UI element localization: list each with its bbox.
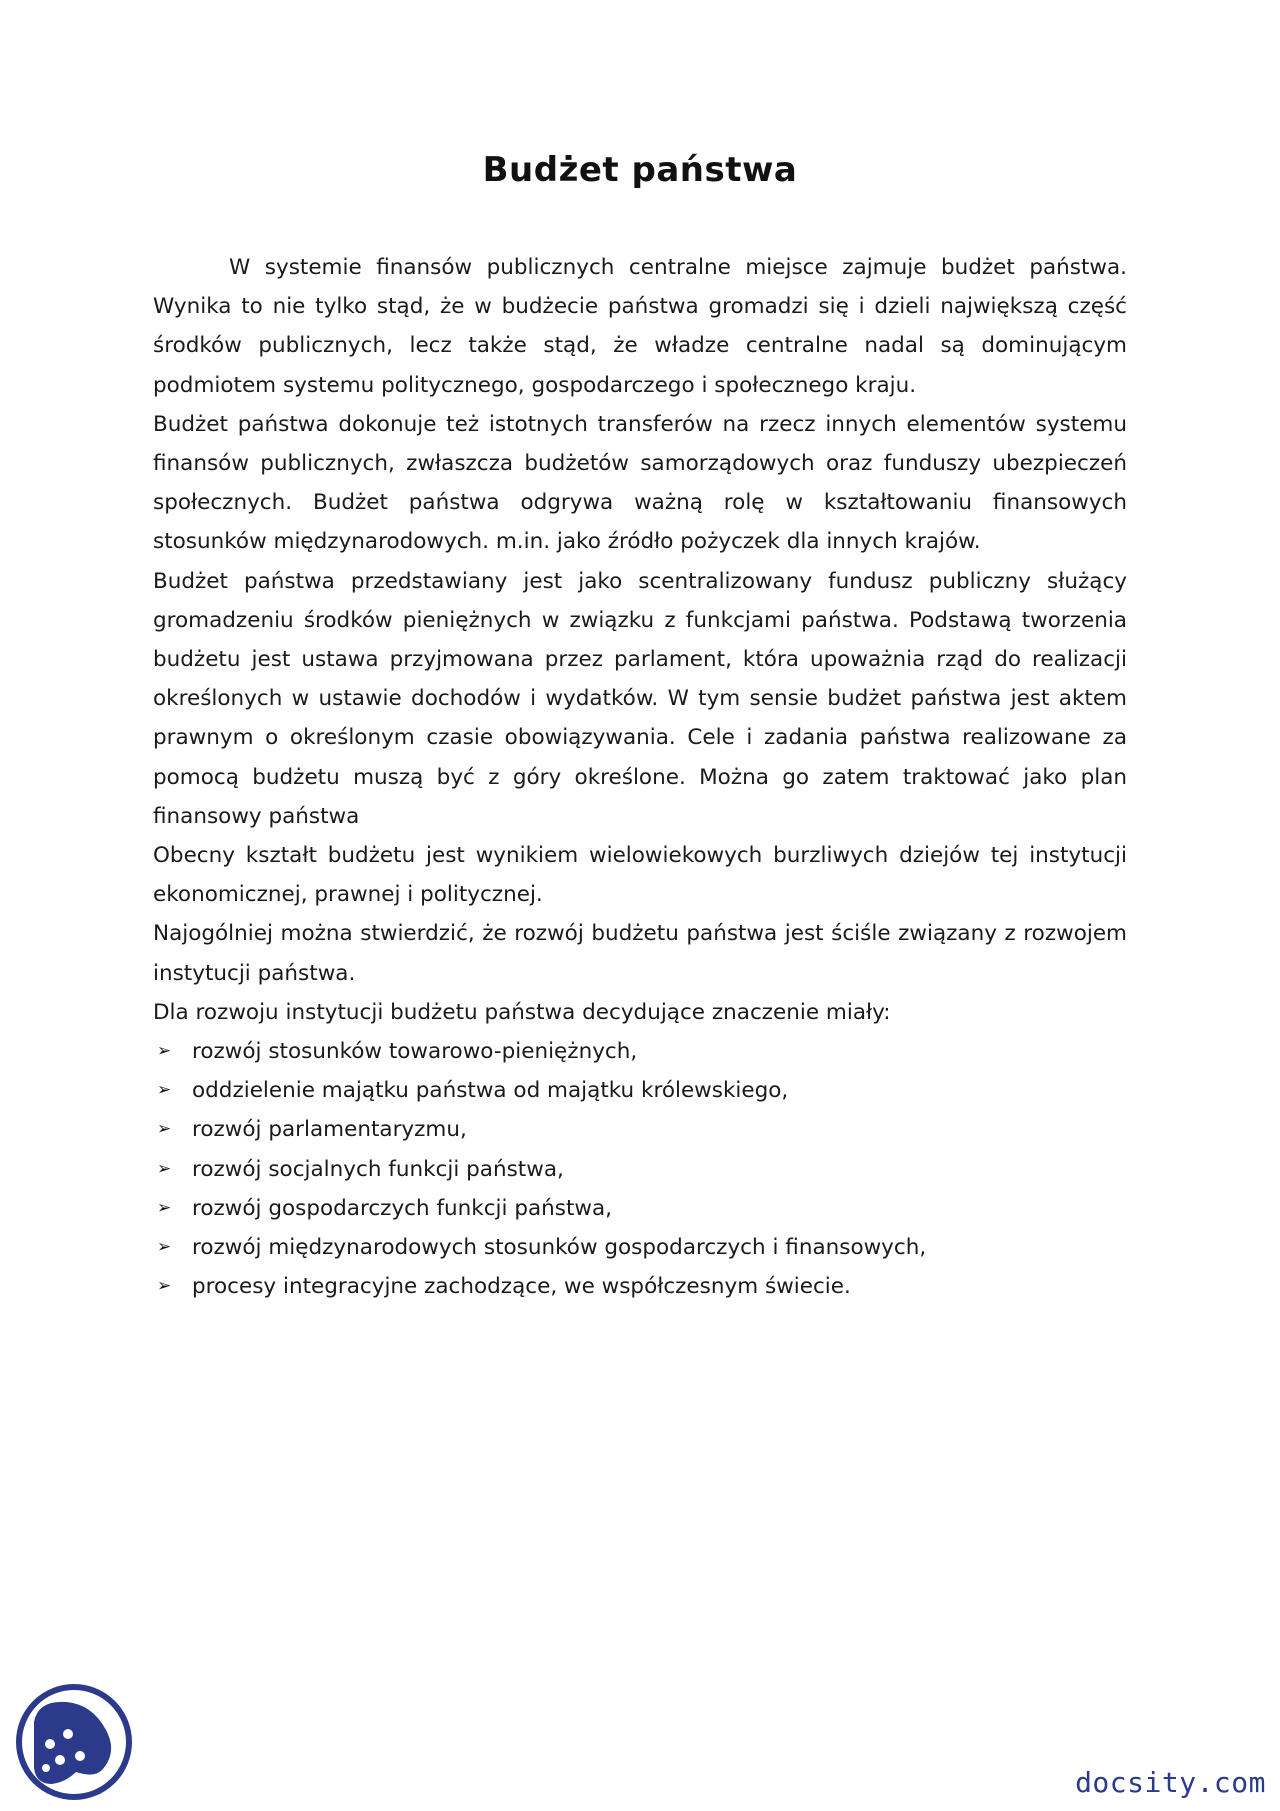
list-item [153, 1150, 1127, 1189]
list-item [153, 1110, 1127, 1149]
arrow-bullet-icon: ➢ [157, 1158, 172, 1179]
list-item-text: rozwój międzynarodowych stosunków gospodarczych i finansowych, [192, 1235, 927, 1261]
list-item-text: rozwój parlamentaryzmu, [192, 1117, 467, 1143]
list-item [153, 1071, 1127, 1110]
paragraph-4: Obecny kształt budżetu jest wynikiem wielowiekowych burzliwych dziejów tej instytucji ekonomicznej, prawnej i politycznej. [153, 843, 1127, 908]
page-title: Budżet państwa [482, 150, 798, 190]
arrow-bullet-icon: ➢ [157, 1119, 172, 1140]
docsity-brand-link[interactable]: docsity.com [1075, 1766, 1266, 1799]
arrow-bullet-icon: ➢ [157, 1080, 172, 1101]
paragraph-3: Budżet państwa przedstawiany jest jako scentralizowany fundusz publiczny służący gromadzeniu środków pieniężnych w związku z funkcjami państwa. Podstawą tworzenia budżetu jest ustawa przyjmowana przez parlament, która upoważnia rząd do realizacji określonych w ustawie dochodów i wydatków. W tym sensie budżet państwa jest aktem prawnym o określonym czasie obowiązywania. Cele i zadania państwa realizowane za pomocą budżetu muszą być z góry określone. Można go zatem traktować jako plan finansowy państwa [153, 568, 1127, 829]
factors-list [153, 1032, 1127, 1306]
arrow-bullet-icon: ➢ [157, 1041, 172, 1062]
list-item-text: oddzielenie majątku państwa od majątku królewskiego, [192, 1078, 789, 1104]
list-item [153, 1189, 1127, 1228]
arrow-bullet-icon: ➢ [157, 1237, 172, 1258]
list-item [153, 1267, 1127, 1306]
document-body [153, 248, 1127, 1306]
paragraph-6: Dla rozwoju instytucji budżetu państwa decydujące znaczenie miały: [153, 999, 891, 1025]
docsity-logo-icon[interactable] [14, 1682, 134, 1802]
paragraph-2: Budżet państwa dokonuje też istotnych transferów na rzecz innych elementów systemu finansów publicznych, zwłaszcza budżetów samorządowych oraz funduszy ubezpieczeń społecznych. Budżet państwa odgrywa ważną rolę w kształtowaniu finansowych stosunków międzynarodowych. m.in. jako źródło pożyczek dla innych krajów. [153, 411, 1127, 555]
arrow-bullet-icon: ➢ [157, 1197, 172, 1218]
list-item-text: procesy integracyjne zachodzące, we współczesnym świecie. [192, 1274, 851, 1300]
list-item-text: rozwój gospodarczych funkcji państwa, [192, 1195, 613, 1221]
list-item-text: rozwój socjalnych funkcji państwa, [192, 1156, 564, 1182]
list-item [153, 1228, 1127, 1267]
arrow-bullet-icon: ➢ [157, 1276, 172, 1297]
paragraph-5: Najogólniej można stwierdzić, że rozwój budżetu państwa jest ściśle związany z rozwojem instytucji państwa. [153, 921, 1127, 986]
paragraph-1: W systemie finansów publicznych centralne miejsce zajmuje budżet państwa. Wynika to nie tylko stąd, że w budżecie państwa gromadzi się i dzieli największą część środków publicznych, lecz także stąd, że władze centralne nadal są dominującym podmiotem systemu politycznego, gospodarczego i społecznego kraju. [153, 255, 1127, 398]
list-item [153, 1032, 1127, 1071]
list-item-text: rozwój stosunków towarowo-pieniężnych, [192, 1039, 638, 1065]
